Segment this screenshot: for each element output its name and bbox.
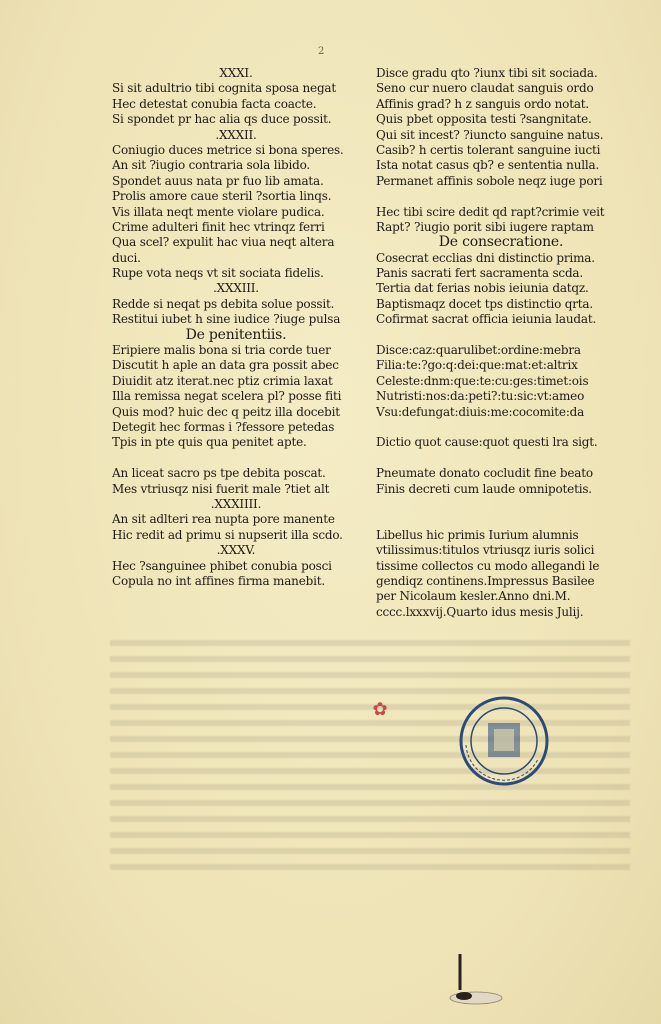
- text-line: Cosecrat ecclias dni distinctio prima.: [376, 250, 595, 265]
- text-line: Cofirmat sacrat officia ieiunia laudat.: [376, 312, 597, 327]
- left-text-column: [112, 66, 360, 589]
- text-line: Hec tibi scire dedit qd rapt?crimie veit: [376, 204, 605, 219]
- line-gap: [376, 497, 626, 512]
- text-line: gendiqz continens.Impressus Basilee: [376, 573, 595, 588]
- line-gap: [112, 451, 360, 466]
- text-line: duci.: [112, 250, 141, 265]
- text-line: Casib? h certis tolerant sanguine iucti: [376, 142, 601, 157]
- text-line: Quis pbet opposita testi ?sangnitate.: [376, 112, 592, 127]
- text-line: Dictio quot cause:quot questi lra sigt.: [376, 435, 598, 450]
- text-line: Si sit adultrio tibi cognita sposa negat: [112, 81, 337, 96]
- text-line: Permanet affinis sobole neqz iuge pori: [376, 173, 603, 188]
- line-gap: [376, 328, 626, 343]
- text-line: Illa remissa negat scelera pl? posse fiti: [112, 389, 342, 404]
- stamp-seal-icon: [458, 695, 550, 787]
- text-line: Spondet auus nata pr fuo lib amata.: [112, 173, 324, 188]
- text-line: Vis illata neqt mente violare pudica.: [112, 204, 325, 219]
- text-line: Discutit h aple an data gra possit abec: [112, 358, 339, 373]
- text-line: Restitui iubet h sine iudice ?iuge pulsa: [112, 312, 341, 327]
- text-line: Detegit hec formas i ?fessore petedas: [112, 419, 335, 434]
- text-line: Tertia dat ferias nobis ieiunia datqz.: [376, 281, 589, 296]
- text-line: Qua scel? expulit hac viua neqt altera: [112, 235, 335, 250]
- text-line: An liceat sacro ps tpe debita poscat.: [112, 466, 326, 481]
- text-line: Celeste:dnm:que:te:cu:ges:timet:ois: [376, 373, 589, 388]
- text-line: Hec ?sanguinee phibet conubia posci: [112, 558, 332, 573]
- text-line: An sit adlteri rea nupta pore manente: [112, 512, 335, 527]
- text-line: Redde si neqat ps debita solue possit.: [112, 296, 335, 311]
- chapter-number: .XXXIII.: [213, 281, 259, 296]
- text-line: Tpis in pte quis qua penitet apte.: [112, 435, 307, 450]
- text-line: per Nicolaum kesler.Anno dni.M.: [376, 589, 571, 604]
- text-line: Vsu:defungat:diuis:me:cocomite:da: [376, 404, 585, 419]
- text-line: Filia:te:?go:q:dei:que:mat:et:altrix: [376, 358, 578, 373]
- text-line: Seno cur nuero claudat sanguis ordo: [376, 81, 594, 96]
- text-line: Mes vtriusqz nisi fuerit male ?tiet alt: [112, 481, 330, 496]
- text-line: Quis mod? huic dec q peitz illa docebit: [112, 404, 340, 419]
- text-line: Libellus hic primis Iurium alumnis: [376, 527, 579, 542]
- library-stamp: [458, 695, 550, 787]
- chapter-number: .XXXII.: [215, 127, 257, 142]
- text-line: Baptismaqz docet tps distinctio qrta.: [376, 296, 593, 311]
- text-line: Prolis amore caue steril ?sortia linqs.: [112, 189, 332, 204]
- text-line: tissime collectos cu modo allegandi le: [376, 558, 600, 573]
- chapter-number: XXXI.: [219, 66, 253, 80]
- text-line: Rupe vota neqs vt sit sociata fidelis.: [112, 266, 324, 281]
- text-line: Copula no int affines firma manebit.: [112, 573, 325, 588]
- text-line: Pneumate donato cocludit fine beato: [376, 466, 593, 481]
- text-line: Disce:caz:quarulibet:ordine:mebra: [376, 343, 581, 358]
- section-heading: De consecratione.: [438, 235, 564, 251]
- text-line: Eripiere malis bona si tria corde tuer: [112, 343, 331, 358]
- text-line: Rapt? ?iugio porit sibi iugere raptam: [376, 219, 594, 234]
- chapter-number: .XXXV.: [216, 543, 256, 558]
- section-heading: De penitentiis.: [185, 327, 287, 343]
- line-gap: [376, 512, 626, 527]
- text-line: Qui sit incest? ?iuncto sanguine natus.: [376, 127, 604, 142]
- text-line: Ista notat casus qb? e sententia nulla.: [376, 158, 600, 173]
- text-line: Panis sacrati fert sacramenta scda.: [376, 266, 583, 281]
- text-line: cccc.lxxxvij.Quarto idus mesis Julij.: [376, 604, 584, 619]
- text-line: Affinis grad? h z sanguis ordo notat.: [376, 96, 590, 111]
- text-line: Hic redit ad primu si nupserit illa scdo.: [112, 527, 343, 542]
- text-line: Finis decreti cum laude omnipotetis.: [376, 481, 592, 496]
- right-text-column: [376, 66, 626, 620]
- red-library-mark-icon: ✿: [372, 699, 388, 720]
- page-number-mark: 2: [318, 46, 325, 57]
- line-gap: [376, 420, 626, 435]
- line-gap: [376, 189, 626, 204]
- bleed-through-text: [110, 640, 630, 880]
- text-line: Coniugio duces metrice si bona speres.: [112, 142, 344, 157]
- text-line: Nutristi:nos:da:peti?:tu:sic:vt:ameo: [376, 389, 585, 404]
- text-line: An sit ?iugio contraria sola libido.: [112, 158, 311, 173]
- text-line: Crime adulteri finit hec vtrinqz ferri: [112, 219, 325, 234]
- text-line: Hec detestat conubia facta coacte.: [112, 96, 317, 111]
- text-line: Disce gradu qto ?iunx tibi sit sociada.: [376, 66, 598, 80]
- ink-smudge-icon: [440, 952, 510, 1012]
- text-line: vtilissimus:titulos vtriusqz iuris solici: [376, 543, 595, 558]
- chapter-number: .XXXIIII.: [210, 496, 262, 511]
- text-line: Si spondet pr hac alia qs duce possit.: [112, 112, 332, 127]
- line-gap: [376, 451, 626, 466]
- text-line: Diuidit atz iterat.nec ptiz crimia laxat: [112, 373, 333, 388]
